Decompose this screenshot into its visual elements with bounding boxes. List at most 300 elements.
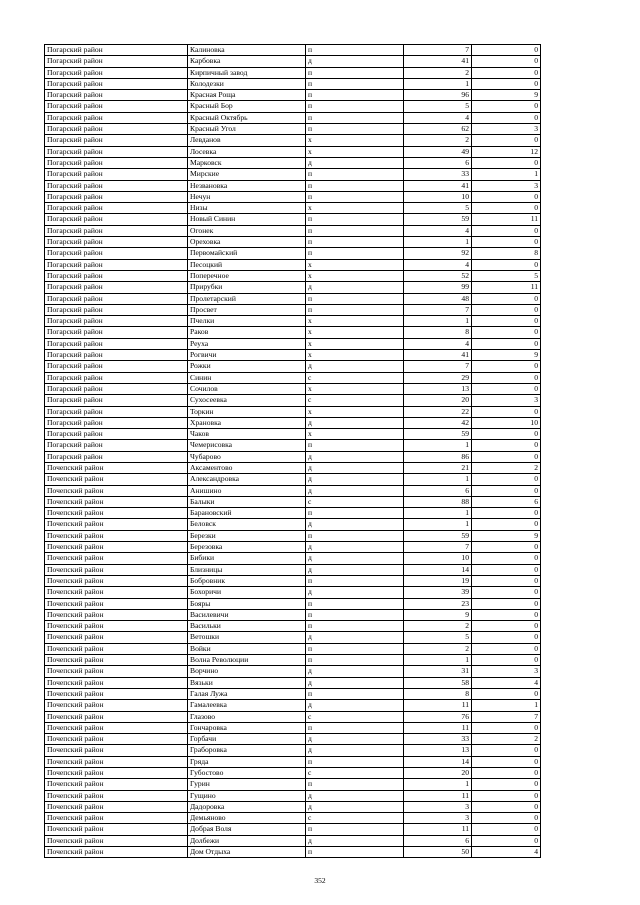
count-cell: 2 [404,643,472,654]
value-cell: 0 [472,406,541,417]
district-cell: Погарский район [45,429,188,440]
table-row [45,78,541,89]
district-cell: Почепский район [45,835,188,846]
settlement-cell: Вязьки [188,677,306,688]
value-cell: 0 [472,485,541,496]
district-cell: Погарский район [45,259,188,270]
district-cell: Погарский район [45,282,188,293]
count-cell: 2 [404,67,472,78]
table-row [45,801,541,812]
table-row [45,112,541,123]
settlement-cell: Березки [188,530,306,541]
district-cell: Почепский район [45,462,188,473]
settlement-cell: Губостово [188,768,306,779]
table-row [45,203,541,214]
settlement-cell: Бибики [188,553,306,564]
count-cell: 48 [404,293,472,304]
settlement-cell: Реуха [188,338,306,349]
district-cell: Почепский район [45,790,188,801]
settlement-cell: Гущино [188,790,306,801]
table-row [45,542,541,553]
table-row [45,248,541,259]
count-cell: 1 [404,316,472,327]
count-cell: 4 [404,112,472,123]
count-cell: 14 [404,756,472,767]
type-cell: п [306,643,404,654]
settlement-cell: Александровка [188,474,306,485]
count-cell: 5 [404,101,472,112]
district-cell: Почепский район [45,632,188,643]
count-cell: 11 [404,700,472,711]
value-cell: 0 [472,756,541,767]
settlement-cell: Васильки [188,621,306,632]
type-cell: х [306,203,404,214]
value-cell: 0 [472,835,541,846]
value-cell: 0 [472,112,541,123]
settlement-cell: Глазово [188,711,306,722]
value-cell: 0 [472,779,541,790]
type-cell: п [306,530,404,541]
count-cell: 5 [404,203,472,214]
type-cell: с [306,372,404,383]
value-cell: 3 [472,124,541,135]
type-cell: д [306,666,404,677]
value-cell: 0 [472,542,541,553]
settlement-cell: Близницы [188,564,306,575]
settlement-cell: Торкин [188,406,306,417]
type-cell: п [306,722,404,733]
table-row [45,655,541,666]
table-row [45,722,541,733]
settlement-cell: Дом Отдыха [188,847,306,858]
value-cell: 10 [472,417,541,428]
district-cell: Погарский район [45,248,188,259]
value-cell: 0 [472,316,541,327]
count-cell: 41 [404,180,472,191]
value-cell: 12 [472,146,541,157]
settlement-cell: Добрая Воля [188,824,306,835]
settlement-cell: Синин [188,372,306,383]
value-cell: 7 [472,711,541,722]
count-cell: 99 [404,282,472,293]
page-number: 352 [314,876,326,885]
value-cell: 0 [472,587,541,598]
district-cell: Почепский район [45,745,188,756]
district-cell: Погарский район [45,316,188,327]
table-row [45,191,541,202]
type-cell: п [306,304,404,315]
settlement-cell: Пчелки [188,316,306,327]
settlement-cell: Кирпичный завод [188,67,306,78]
type-cell: х [306,429,404,440]
settlement-cell: Незвановка [188,180,306,191]
settlement-cell: Бояры [188,598,306,609]
value-cell: 0 [472,203,541,214]
type-cell: х [306,338,404,349]
table-row [45,790,541,801]
table-row [45,135,541,146]
table-row [45,847,541,858]
value-cell: 0 [472,372,541,383]
type-cell: д [306,587,404,598]
table-row [45,564,541,575]
table-row [45,688,541,699]
table-row [45,485,541,496]
table-body [45,45,541,858]
count-cell: 96 [404,90,472,101]
district-cell: Почепский район [45,519,188,530]
count-cell: 1 [404,237,472,248]
district-cell: Почепский район [45,643,188,654]
count-cell: 10 [404,191,472,202]
value-cell: 0 [472,621,541,632]
district-cell: Почепский район [45,575,188,586]
district-cell: Погарский район [45,56,188,67]
type-cell: п [306,824,404,835]
count-cell: 59 [404,530,472,541]
type-cell: п [306,779,404,790]
district-cell: Погарский район [45,417,188,428]
count-cell: 4 [404,225,472,236]
value-cell: 1 [472,700,541,711]
table-row [45,496,541,507]
count-cell: 29 [404,372,472,383]
value-cell: 0 [472,519,541,530]
table-row [45,474,541,485]
count-cell: 3 [404,813,472,824]
type-cell: п [306,112,404,123]
type-cell: с [306,711,404,722]
table-row [45,180,541,191]
settlement-cell: Калиновка [188,45,306,56]
value-cell: 0 [472,609,541,620]
type-cell: с [306,395,404,406]
count-cell: 4 [404,338,472,349]
count-cell: 4 [404,259,472,270]
table-row [45,609,541,620]
count-cell: 1 [404,779,472,790]
settlement-cell: Новый Синин [188,214,306,225]
settlement-cell: Горбачи [188,734,306,745]
settlement-cell: Красный Октябрь [188,112,306,123]
type-cell: х [306,135,404,146]
table-row [45,350,541,361]
count-cell: 8 [404,688,472,699]
table-row [45,372,541,383]
table-row [45,282,541,293]
type-cell: д [306,553,404,564]
district-cell: Почепский район [45,677,188,688]
count-cell: 59 [404,214,472,225]
type-cell: д [306,542,404,553]
district-cell: Погарский район [45,451,188,462]
count-cell: 1 [404,655,472,666]
value-cell: 4 [472,847,541,858]
type-cell: д [306,564,404,575]
value-cell: 0 [472,157,541,168]
count-cell: 2 [404,621,472,632]
district-cell: Погарский район [45,90,188,101]
type-cell: д [306,462,404,473]
value-cell: 0 [472,327,541,338]
count-cell: 58 [404,677,472,688]
settlement-cell: Просвет [188,304,306,315]
value-cell: 0 [472,508,541,519]
table-row [45,237,541,248]
district-cell: Почепский район [45,779,188,790]
value-cell: 0 [472,768,541,779]
table-row [45,270,541,281]
settlement-cell: Анишино [188,485,306,496]
type-cell: д [306,474,404,485]
table-row [45,440,541,451]
count-cell: 19 [404,575,472,586]
table-row [45,67,541,78]
type-cell: х [306,316,404,327]
type-cell: п [306,655,404,666]
settlement-cell: Раков [188,327,306,338]
type-cell: д [306,519,404,530]
settlement-cell: Ворчино [188,666,306,677]
count-cell: 21 [404,462,472,473]
value-cell: 0 [472,429,541,440]
district-cell: Почепский район [45,813,188,824]
value-cell: 0 [472,790,541,801]
table-row [45,643,541,654]
district-cell: Погарский район [45,45,188,56]
value-cell: 6 [472,496,541,507]
table-row [45,813,541,824]
type-cell: п [306,124,404,135]
table-row [45,768,541,779]
settlement-cell: Чемерисовка [188,440,306,451]
table-row [45,530,541,541]
count-cell: 1 [404,508,472,519]
table-row [45,406,541,417]
district-cell: Погарский район [45,304,188,315]
type-cell: д [306,485,404,496]
settlement-cell: Гончаровка [188,722,306,733]
count-cell: 14 [404,564,472,575]
value-cell: 2 [472,462,541,473]
table-row [45,90,541,101]
count-cell: 52 [404,270,472,281]
count-cell: 8 [404,327,472,338]
district-cell: Почепский район [45,598,188,609]
type-cell: д [306,632,404,643]
table-row [45,327,541,338]
value-cell: 0 [472,553,541,564]
type-cell: п [306,756,404,767]
type-cell: д [306,677,404,688]
type-cell: п [306,169,404,180]
settlement-cell: Нечун [188,191,306,202]
count-cell: 41 [404,56,472,67]
district-cell: Почепский район [45,485,188,496]
count-cell: 88 [404,496,472,507]
value-cell: 3 [472,180,541,191]
settlement-cell: Бохоричи [188,587,306,598]
type-cell: х [306,259,404,270]
type-cell: п [306,248,404,259]
type-cell: п [306,621,404,632]
value-cell: 4 [472,677,541,688]
type-cell: п [306,598,404,609]
settlement-cell: Волна Революции [188,655,306,666]
table-row [45,361,541,372]
district-cell: Почепский район [45,824,188,835]
value-cell: 0 [472,824,541,835]
settlement-cell: Левданов [188,135,306,146]
value-cell: 2 [472,734,541,745]
table-row [45,395,541,406]
settlement-cell: Василевичи [188,609,306,620]
table-row [45,157,541,168]
value-cell: 11 [472,214,541,225]
settlement-cell: Демьяново [188,813,306,824]
district-cell: Почепский район [45,553,188,564]
value-cell: 0 [472,135,541,146]
table-row [45,587,541,598]
type-cell: с [306,768,404,779]
count-cell: 1 [404,519,472,530]
value-cell: 0 [472,78,541,89]
settlement-cell: Дадоровка [188,801,306,812]
district-cell: Почепский район [45,655,188,666]
table-row [45,417,541,428]
district-cell: Погарский район [45,225,188,236]
table-row [45,824,541,835]
type-cell: д [306,451,404,462]
type-cell: д [306,745,404,756]
table-row [45,169,541,180]
type-cell: х [306,146,404,157]
table-row [45,756,541,767]
settlement-cell: Марковск [188,157,306,168]
district-cell: Почепский район [45,688,188,699]
count-cell: 9 [404,609,472,620]
value-cell: 0 [472,225,541,236]
value-cell: 0 [472,304,541,315]
type-cell: п [306,191,404,202]
value-cell: 0 [472,688,541,699]
settlement-cell: Сочилов [188,383,306,394]
type-cell: п [306,225,404,236]
table-row [45,835,541,846]
table-row [45,293,541,304]
settlement-cell: Гряда [188,756,306,767]
district-cell: Почепский район [45,722,188,733]
value-cell: 0 [472,338,541,349]
count-cell: 5 [404,632,472,643]
table-row [45,124,541,135]
district-cell: Почепский район [45,711,188,722]
table-row [45,146,541,157]
value-cell: 0 [472,451,541,462]
type-cell: п [306,293,404,304]
settlement-cell: Гамалеевка [188,700,306,711]
count-cell: 42 [404,417,472,428]
value-cell: 0 [472,101,541,112]
count-cell: 23 [404,598,472,609]
type-cell: п [306,45,404,56]
table-row [45,383,541,394]
district-cell: Погарский район [45,78,188,89]
count-cell: 31 [404,666,472,677]
settlement-cell: Березовка [188,542,306,553]
type-cell: х [306,270,404,281]
table-row [45,519,541,530]
settlement-cell: Первомайский [188,248,306,259]
settlement-cell: Гурин [188,779,306,790]
count-cell: 11 [404,790,472,801]
settlement-cell: Карбовка [188,56,306,67]
value-cell: 8 [472,248,541,259]
type-cell: п [306,237,404,248]
district-cell: Погарский район [45,293,188,304]
value-cell: 0 [472,643,541,654]
settlement-cell: Барановский [188,508,306,519]
settlement-cell: Храновка [188,417,306,428]
district-cell: Погарский район [45,146,188,157]
table-row [45,259,541,270]
value-cell: 1 [472,169,541,180]
settlements-table [44,44,541,858]
value-cell: 0 [472,655,541,666]
settlement-cell: Чаков [188,429,306,440]
count-cell: 33 [404,169,472,180]
table-row [45,225,541,236]
count-cell: 11 [404,722,472,733]
district-cell: Погарский район [45,112,188,123]
count-cell: 13 [404,383,472,394]
count-cell: 33 [404,734,472,745]
value-cell: 0 [472,598,541,609]
type-cell: п [306,609,404,620]
table-row [45,304,541,315]
district-cell: Погарский район [45,440,188,451]
settlement-cell: Беловск [188,519,306,530]
district-cell: Почепский район [45,700,188,711]
district-cell: Почепский район [45,847,188,858]
table-row [45,101,541,112]
value-cell: 0 [472,722,541,733]
type-cell: х [306,406,404,417]
count-cell: 62 [404,124,472,135]
type-cell: д [306,835,404,846]
count-cell: 20 [404,768,472,779]
district-cell: Погарский район [45,395,188,406]
count-cell: 13 [404,745,472,756]
table-row [45,666,541,677]
settlement-cell: Войки [188,643,306,654]
district-cell: Погарский район [45,67,188,78]
type-cell: д [306,790,404,801]
district-cell: Погарский район [45,270,188,281]
value-cell: 0 [472,801,541,812]
value-cell: 0 [472,745,541,756]
district-cell: Погарский район [45,327,188,338]
district-cell: Почепский район [45,530,188,541]
district-cell: Почепский район [45,621,188,632]
settlement-cell: Мирские [188,169,306,180]
settlement-cell: Лосевка [188,146,306,157]
district-cell: Почепский район [45,564,188,575]
type-cell: п [306,78,404,89]
count-cell: 59 [404,429,472,440]
count-cell: 1 [404,78,472,89]
district-cell: Погарский район [45,361,188,372]
